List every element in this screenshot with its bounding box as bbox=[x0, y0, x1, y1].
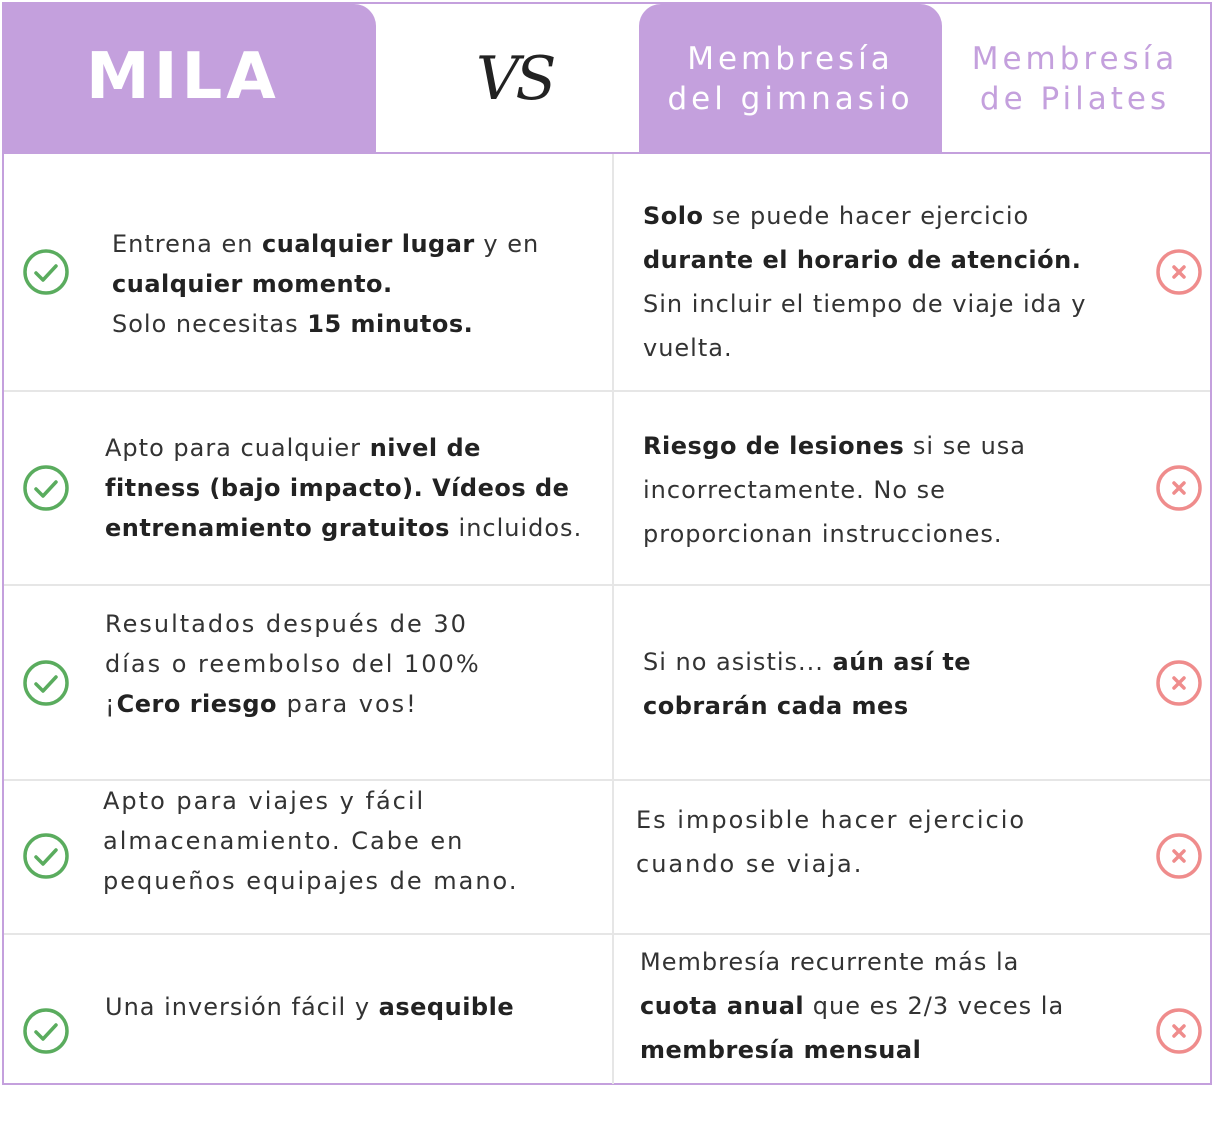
column-divider bbox=[612, 154, 614, 1084]
x-circle-icon bbox=[1155, 464, 1203, 512]
gym-title-line1: Membresía bbox=[687, 40, 894, 77]
gym-drawback-charges: Si no asistis... aún así te cobrarán cada mes bbox=[643, 648, 972, 720]
mila-benefit-fitness-level: Apto para cualquier nivel de fitness (bajo impacto). Vídeos de entrenamiento gratuitos incluidos. bbox=[105, 434, 583, 542]
gym-drawback-injury: Riesgo de lesiones si se usa incorrectamente. No se proporcionan instrucciones. bbox=[643, 432, 1027, 548]
header-gym-cell bbox=[639, 4, 942, 153]
check-circle-icon bbox=[22, 1007, 70, 1055]
gym-drawback-hours: Solo se puede hacer ejercicio durante el horario de atención. Sin incluir el tiempo de viaje ida y vuelta. bbox=[643, 202, 1087, 362]
gym-drawback-fees: Membresía recurrente más la cuota anual que es 2/3 veces la membresía mensual bbox=[640, 948, 1065, 1064]
check-circle-icon bbox=[22, 659, 70, 707]
mila-benefit-travel: Apto para viajes y fácil almacenamiento. Cabe en pequeños equipajes de mano. bbox=[103, 787, 519, 895]
x-circle-icon bbox=[1155, 1007, 1203, 1055]
x-circle-icon bbox=[1155, 659, 1203, 707]
mila-benefit-price: Una inversión fácil y asequible bbox=[105, 993, 515, 1021]
gym-title-line2: del gimnasio bbox=[667, 80, 914, 117]
header-brand-cell bbox=[4, 4, 376, 153]
mila-benefit-anywhere: Entrena en cualquier lugar y en cualquier momento. Solo necesitas 15 minutos. bbox=[112, 230, 540, 338]
brand-title: MILA bbox=[86, 40, 280, 114]
check-circle-icon bbox=[22, 464, 70, 512]
header-divider bbox=[4, 152, 1210, 154]
header-pilates-cell bbox=[942, 4, 1208, 153]
mila-benefit-refund: Resultados después de 30 días o reembolso del 100% ¡Cero riesgo para vos! bbox=[105, 610, 481, 718]
pilates-title-line2: de Pilates bbox=[979, 80, 1171, 117]
check-circle-icon bbox=[22, 248, 70, 296]
x-circle-icon bbox=[1155, 248, 1203, 296]
row-divider bbox=[4, 584, 1210, 586]
versus-label: VS bbox=[476, 44, 553, 114]
gym-drawback-travel: Es imposible hacer ejercicio cuando se viaja. bbox=[636, 806, 1027, 878]
header-versus-cell bbox=[376, 4, 640, 153]
row-divider bbox=[4, 390, 1210, 392]
check-circle-icon bbox=[22, 832, 70, 880]
row-divider bbox=[4, 933, 1210, 935]
pilates-title-line1: Membresía bbox=[971, 40, 1179, 77]
x-circle-icon bbox=[1155, 832, 1203, 880]
